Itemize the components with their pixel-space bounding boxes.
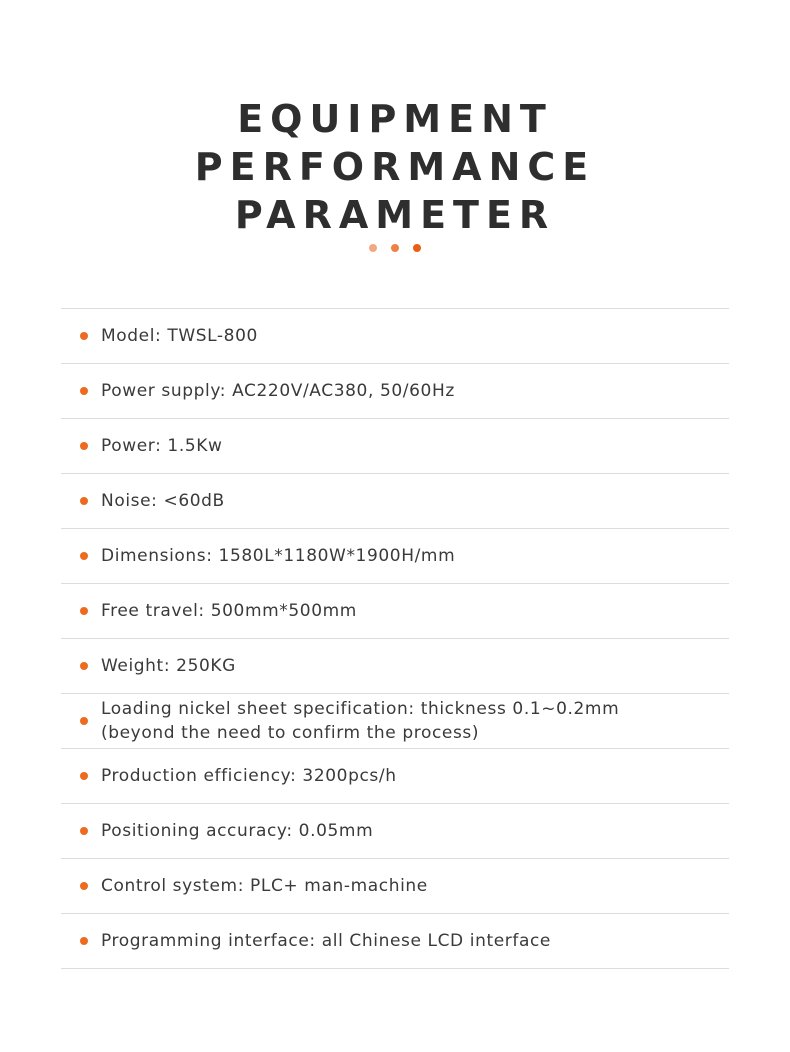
- page-title-line: PARAMETER: [234, 193, 556, 238]
- parameter-text: Production efficiency: 3200pcs/h: [101, 766, 397, 786]
- parameter-text: Power supply: AC220V/AC380, 50/60Hz: [101, 381, 455, 401]
- parameter-row-free-travel: [61, 584, 729, 639]
- bullet-icon: [80, 332, 88, 340]
- parameter-row-efficiency: [61, 749, 729, 804]
- parameter-text: Positioning accuracy: 0.05mm: [101, 821, 374, 841]
- parameter-row-dimensions: [61, 529, 729, 584]
- dot-icon: [369, 244, 377, 252]
- title-decoration-dots: [0, 244, 790, 252]
- parameter-row-accuracy: [61, 804, 729, 859]
- bullet-icon: [80, 442, 88, 450]
- bullet-icon: [80, 607, 88, 615]
- bullet-icon: [80, 497, 88, 505]
- parameter-text: Free travel: 500mm*500mm: [101, 601, 357, 621]
- bullet-icon: [80, 387, 88, 395]
- parameter-row-programming-interface: [61, 914, 729, 969]
- parameter-text: Dimensions: 1580L*1180W*1900H/mm: [101, 546, 456, 566]
- bullet-icon: [80, 827, 88, 835]
- parameter-row-noise: [61, 474, 729, 529]
- parameter-text: Power: 1.5Kw: [101, 436, 223, 456]
- parameter-text: Model: TWSL-800: [101, 326, 258, 346]
- bullet-icon: [80, 552, 88, 560]
- bullet-icon: [80, 937, 88, 945]
- dot-icon: [391, 244, 399, 252]
- parameter-row-power: [61, 419, 729, 474]
- parameter-row-nickel-sheet: [61, 694, 729, 749]
- parameter-text: Loading nickel sheet specification: thickness 0.1~0.2mm (beyond the need to confirm the process): [101, 699, 620, 743]
- parameter-text: Weight: 250KG: [101, 656, 236, 676]
- parameter-row-power-supply: [61, 364, 729, 419]
- bullet-icon: [80, 772, 88, 780]
- parameter-text: Noise: <60dB: [101, 491, 225, 511]
- parameter-text: Control system: PLC+ man-machine: [101, 876, 428, 896]
- parameter-row-model: [61, 309, 729, 364]
- bullet-icon: [80, 717, 88, 725]
- dot-icon: [413, 244, 421, 252]
- parameter-text: Programming interface: all Chinese LCD interface: [101, 931, 551, 951]
- bullet-icon: [80, 662, 88, 670]
- page-title-line: PERFORMANCE: [194, 145, 596, 190]
- page-title-line: EQUIPMENT: [237, 97, 553, 142]
- parameter-row-weight: [61, 639, 729, 694]
- bullet-icon: [80, 882, 88, 890]
- page-title: [0, 95, 790, 239]
- parameter-list: [61, 308, 729, 969]
- parameter-row-control-system: [61, 859, 729, 914]
